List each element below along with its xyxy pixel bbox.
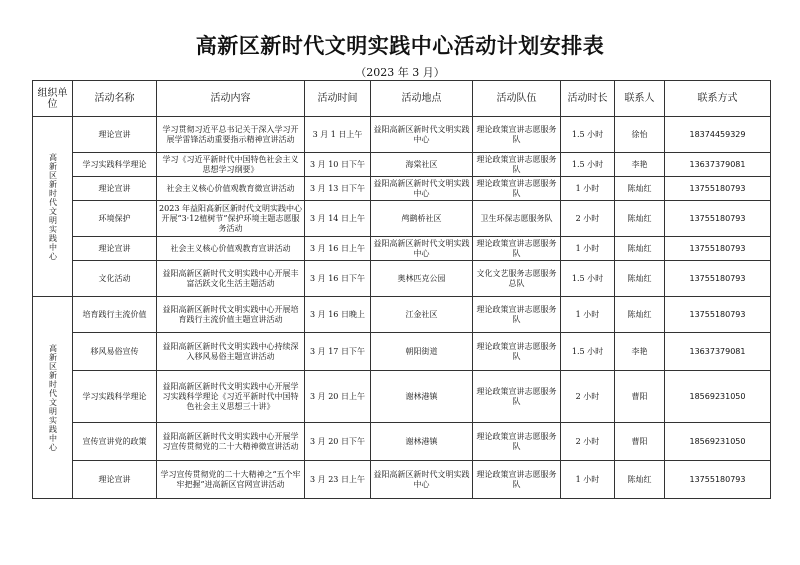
cell-duration: 1.5 小时 — [561, 153, 615, 177]
header-contact: 联系人 — [615, 81, 665, 117]
cell-contact: 李艳 — [615, 153, 665, 177]
cell-team: 卫生环保志愿服务队 — [473, 201, 561, 237]
cell-team: 理论政策宣讲志愿服务队 — [473, 153, 561, 177]
cell-name: 移风易俗宣传 — [73, 333, 157, 371]
cell-phone: 18374459329 — [665, 117, 771, 153]
document-subtitle: （2023 年 3 月） — [355, 66, 445, 79]
cell-contact: 陈灿红 — [615, 261, 665, 297]
table-row — [33, 461, 771, 499]
cell-duration: 2 小时 — [561, 201, 615, 237]
cell-phone: 13637379081 — [665, 333, 771, 371]
cell-name: 学习实践科学理论 — [73, 371, 157, 423]
cell-time: 3 月 16 日上午 — [305, 237, 371, 261]
cell-place: 鸬鹚桥社区 — [371, 201, 473, 237]
cell-team: 理论政策宣讲志愿服务队 — [473, 237, 561, 261]
cell-time: 3 月 14 日上午 — [305, 201, 371, 237]
cell-team: 理论政策宣讲志愿服务队 — [473, 297, 561, 333]
header-unit: 组织单位 — [33, 81, 73, 117]
cell-team: 理论政策宣讲志愿服务队 — [473, 177, 561, 201]
cell-phone: 13755180793 — [665, 237, 771, 261]
cell-content: 社会主义核心价值观教育宣讲活动 — [157, 237, 305, 261]
cell-place: 益阳高新区新时代文明实践中心 — [371, 237, 473, 261]
table-row — [33, 371, 771, 423]
organizing-unit-cell: 高新区新时代文明实践中心 — [33, 297, 73, 499]
cell-time: 3 月 23 日上午 — [305, 461, 371, 499]
cell-name: 文化活动 — [73, 261, 157, 297]
cell-phone: 13637379081 — [665, 153, 771, 177]
cell-place: 奥林匹克公园 — [371, 261, 473, 297]
cell-contact: 陈灿红 — [615, 461, 665, 499]
cell-content: 益阳高新区新时代文明实践中心持续深入移风易俗主题宣讲活动 — [157, 333, 305, 371]
activity-plan-table — [32, 80, 771, 499]
cell-name: 理论宣讲 — [73, 461, 157, 499]
cell-duration: 1 小时 — [561, 461, 615, 499]
cell-phone: 13755180793 — [665, 201, 771, 237]
cell-content: 社会主义核心价值观教育微宣讲活动 — [157, 177, 305, 201]
cell-time: 3 月 16 日下午 — [305, 261, 371, 297]
cell-content: 学习贯彻习近平总书记关于深入学习开展学雷锋活动重要指示精神宣讲活动 — [157, 117, 305, 153]
cell-phone: 13755180793 — [665, 461, 771, 499]
cell-time: 3 月 17 日下午 — [305, 333, 371, 371]
cell-duration: 1.5 小时 — [561, 333, 615, 371]
cell-duration: 1.5 小时 — [561, 117, 615, 153]
cell-time: 3 月 1 日上午 — [305, 117, 371, 153]
cell-phone: 18569231050 — [665, 371, 771, 423]
table-row — [33, 117, 771, 153]
cell-contact: 陈灿红 — [615, 297, 665, 333]
header-duration: 活动时长 — [561, 81, 615, 117]
cell-contact: 李艳 — [615, 333, 665, 371]
cell-contact: 曹阳 — [615, 423, 665, 461]
cell-content: 益阳高新区新时代文明实践中心开展丰富活跃文化生活主题活动 — [157, 261, 305, 297]
cell-team: 理论政策宣讲志愿服务队 — [473, 333, 561, 371]
cell-content: 益阳高新区新时代文明实践中心开展学习实践科学理论《习近平新时代中国特色社会主义思想三十讲》 — [157, 371, 305, 423]
cell-name: 宣传宣讲党的政策 — [73, 423, 157, 461]
organizing-unit-cell: 高新区新时代文明实践中心 — [33, 117, 73, 297]
cell-team: 理论政策宣讲志愿服务队 — [473, 461, 561, 499]
header-phone: 联系方式 — [665, 81, 771, 117]
cell-phone: 13755180793 — [665, 261, 771, 297]
cell-duration: 1 小时 — [561, 177, 615, 201]
cell-content: 2023 年益阳高新区新时代文明实践中心开展“3·12植树节”保护环境主题志愿服务活动 — [157, 201, 305, 237]
cell-time: 3 月 10 日下午 — [305, 153, 371, 177]
cell-contact: 曹阳 — [615, 371, 665, 423]
table-header-row — [33, 81, 771, 117]
table-row — [33, 261, 771, 297]
cell-contact: 陈灿红 — [615, 177, 665, 201]
cell-name: 环境保护 — [73, 201, 157, 237]
cell-name: 理论宣讲 — [73, 177, 157, 201]
header-content: 活动内容 — [157, 81, 305, 117]
cell-team: 理论政策宣讲志愿服务队 — [473, 423, 561, 461]
cell-time: 3 月 16 日晚上 — [305, 297, 371, 333]
header-name: 活动名称 — [73, 81, 157, 117]
document-title: 高新区新时代文明实践中心活动计划安排表 — [195, 33, 605, 58]
table-row — [33, 177, 771, 201]
table-row — [33, 297, 771, 333]
cell-time: 3 月 20 日下午 — [305, 423, 371, 461]
cell-team: 理论政策宣讲志愿服务队 — [473, 117, 561, 153]
table-body — [33, 117, 771, 499]
cell-place: 江金社区 — [371, 297, 473, 333]
cell-place: 益阳高新区新时代文明实践中心 — [371, 461, 473, 499]
cell-team: 文化文艺服务志愿服务总队 — [473, 261, 561, 297]
table-row — [33, 237, 771, 261]
header-time: 活动时间 — [305, 81, 371, 117]
cell-phone: 13755180793 — [665, 177, 771, 201]
cell-duration: 1 小时 — [561, 237, 615, 261]
cell-place: 谢林港镇 — [371, 423, 473, 461]
table-row — [33, 333, 771, 371]
cell-team: 理论政策宣讲志愿服务队 — [473, 371, 561, 423]
cell-name: 理论宣讲 — [73, 237, 157, 261]
cell-name: 学习实践科学理论 — [73, 153, 157, 177]
cell-place: 谢林港镇 — [371, 371, 473, 423]
cell-time: 3 月 13 日下午 — [305, 177, 371, 201]
cell-phone: 13755180793 — [665, 297, 771, 333]
cell-place: 海棠社区 — [371, 153, 473, 177]
cell-content: 学习宣传贯彻党的二十大精神之“五个牢牢把握”进高新区官网宣讲活动 — [157, 461, 305, 499]
cell-name: 培育践行主流价值 — [73, 297, 157, 333]
cell-duration: 2 小时 — [561, 371, 615, 423]
cell-contact: 徐怡 — [615, 117, 665, 153]
table-row — [33, 153, 771, 177]
cell-time: 3 月 20 日上午 — [305, 371, 371, 423]
cell-place: 益阳高新区新时代文明实践中心 — [371, 117, 473, 153]
cell-duration: 1 小时 — [561, 297, 615, 333]
cell-name: 理论宣讲 — [73, 117, 157, 153]
cell-place: 朝阳街道 — [371, 333, 473, 371]
cell-phone: 18569231050 — [665, 423, 771, 461]
table-row — [33, 201, 771, 237]
cell-contact: 陈灿红 — [615, 201, 665, 237]
cell-duration: 2 小时 — [561, 423, 615, 461]
header-team: 活动队伍 — [473, 81, 561, 117]
header-place: 活动地点 — [371, 81, 473, 117]
cell-duration: 1.5 小时 — [561, 261, 615, 297]
table-row — [33, 423, 771, 461]
cell-content: 益阳高新区新时代文明实践中心开展学习宣传贯彻党的二十大精神微宣讲活动 — [157, 423, 305, 461]
cell-contact: 陈灿红 — [615, 237, 665, 261]
cell-content: 学习《习近平新时代中国特色社会主义思想学习纲要》 — [157, 153, 305, 177]
cell-content: 益阳高新区新时代文明实践中心开展培育践行主流价值主题宣讲活动 — [157, 297, 305, 333]
cell-place: 益阳高新区新时代文明实践中心 — [371, 177, 473, 201]
